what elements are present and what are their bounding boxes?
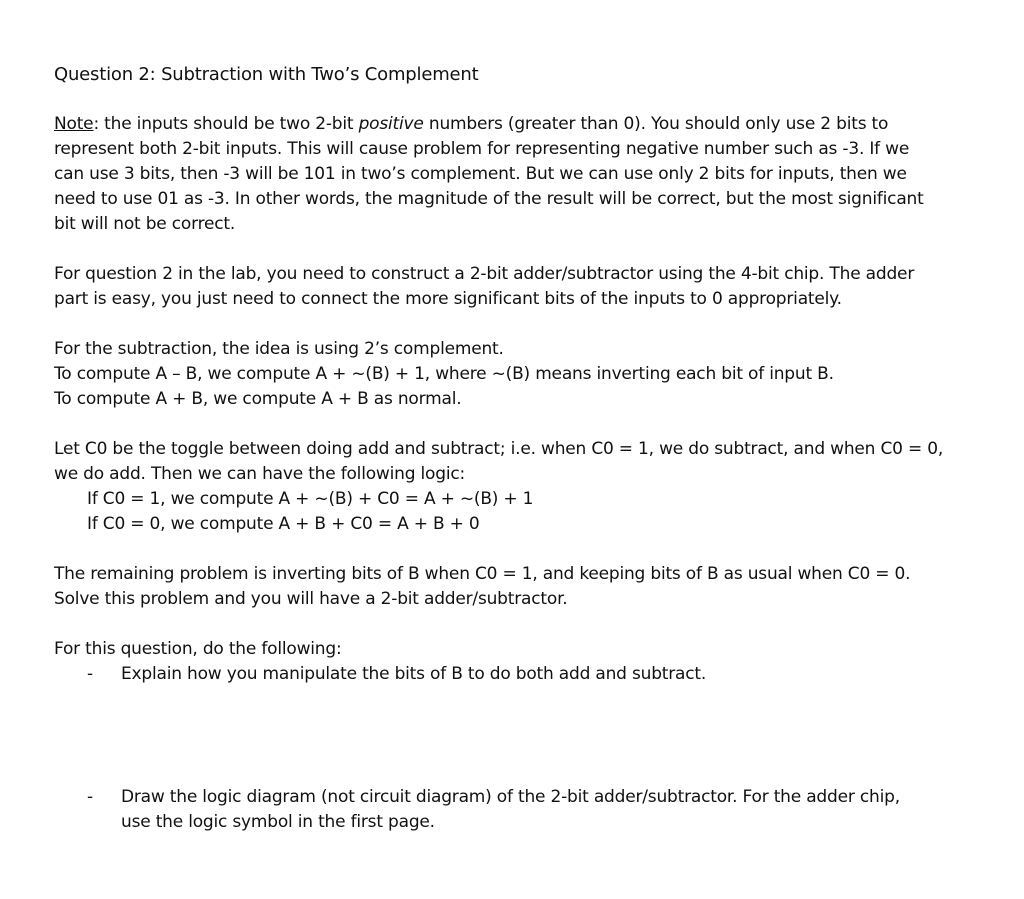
remaining-line-1: The remaining problem is inverting bits of B when C0 = 1, and keeping bits of B as usual when C0 = 0. bbox=[54, 564, 911, 584]
toggle-paragraph bbox=[54, 437, 984, 537]
logic-line-2: If C0 = 0, we compute A + B + C0 = A + B + 0 bbox=[87, 514, 480, 534]
note-line-3: can use 3 bits, then -3 will be 101 in two’s complement. But we can use only 2 bits for inputs, then we bbox=[54, 164, 907, 184]
spacer bbox=[54, 237, 984, 262]
document-page bbox=[54, 62, 984, 835]
question-title: Question 2: Subtraction with Two’s Complement bbox=[54, 64, 479, 85]
subtraction-line-3: To compute A + B, we compute A + B as normal. bbox=[54, 389, 462, 409]
note-line-5: bit will not be correct. bbox=[54, 214, 236, 234]
spacer bbox=[54, 537, 984, 562]
note-line-1 bbox=[54, 112, 984, 137]
subtraction-line-2: To compute A – B, we compute A + ~(B) + 1, where ~(B) means inverting each bit of input B. bbox=[54, 364, 834, 384]
note-line-2: represent both 2-bit inputs. This will cause problem for representing negative number such as -3. If we bbox=[54, 139, 910, 159]
toggle-line-2: we do add. Then we can have the following logic: bbox=[54, 464, 466, 484]
remaining-paragraph bbox=[54, 562, 984, 612]
task-item-draw bbox=[54, 785, 984, 810]
task-item-draw-cont bbox=[54, 810, 984, 835]
note-text-1a: : the inputs should be two 2-bit bbox=[93, 114, 359, 134]
note-line-4: need to use 01 as -3. In other words, the magnitude of the result will be correct, but the most significant bbox=[54, 189, 924, 209]
spacer bbox=[54, 412, 984, 437]
subtraction-paragraph bbox=[54, 337, 984, 412]
spacer bbox=[54, 312, 984, 337]
note-emphasis: positive bbox=[358, 114, 424, 134]
answer-space bbox=[54, 687, 984, 785]
lab-line-2: part is easy, you just need to connect the more significant bits of the inputs to 0 appropriately. bbox=[54, 289, 842, 309]
subtraction-line-1: For the subtraction, the idea is using 2’s complement. bbox=[54, 339, 504, 359]
task-explain-text: Explain how you manipulate the bits of B to do both add and subtract. bbox=[121, 664, 707, 684]
lab-paragraph bbox=[54, 262, 984, 312]
tasks-paragraph bbox=[54, 637, 984, 835]
dash-bullet: - bbox=[87, 787, 93, 807]
note-paragraph bbox=[54, 112, 984, 237]
tasks-intro: For this question, do the following: bbox=[54, 639, 342, 659]
task-item-explain bbox=[54, 662, 984, 687]
note-label: Note bbox=[54, 114, 94, 134]
task-draw-text-1: Draw the logic diagram (not circuit diagram) of the 2-bit adder/subtractor. For the adder chip, bbox=[121, 787, 900, 807]
remaining-line-2: Solve this problem and you will have a 2-bit adder/subtractor. bbox=[54, 589, 568, 609]
dash-bullet: - bbox=[87, 664, 93, 684]
lab-line-1: For question 2 in the lab, you need to construct a 2-bit adder/subtractor using the 4-bit chip. The adder bbox=[54, 264, 915, 284]
toggle-line-1: Let C0 be the toggle between doing add and subtract; i.e. when C0 = 1, we do subtract, and when C0 = 0, bbox=[54, 439, 944, 459]
task-draw-text-2: use the logic symbol in the first page. bbox=[121, 812, 435, 832]
note-text-1b: numbers (greater than 0). You should only use 2 bits to bbox=[423, 114, 889, 134]
spacer bbox=[54, 87, 984, 112]
spacer bbox=[54, 612, 984, 637]
logic-line-1: If C0 = 1, we compute A + ~(B) + C0 = A + ~(B) + 1 bbox=[87, 489, 534, 509]
